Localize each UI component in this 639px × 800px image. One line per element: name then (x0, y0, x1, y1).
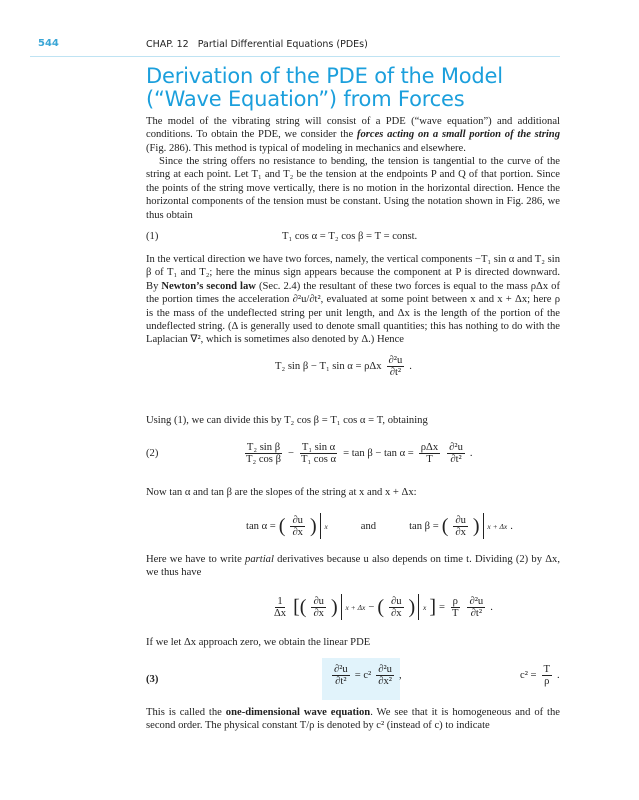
equation-3-c-squared (520, 664, 560, 687)
emphasis: one-dimensional wave equation (225, 707, 371, 718)
lhs: T₂ sin β − T₁ sin α = ρΔx (275, 361, 382, 372)
denominator: T₂ cos β (246, 454, 281, 465)
denominator: ∂x² (378, 676, 392, 687)
denominator: ∂t² (450, 454, 462, 465)
fraction (387, 355, 405, 378)
text: This is called the (146, 707, 226, 718)
numerator: T₂ sin β (246, 442, 281, 453)
lhs: tan β = (409, 520, 439, 532)
text: Here we have to write (146, 554, 246, 565)
running-head: CHAP. 12 Partial Differential Equations (PDEs) (146, 39, 368, 50)
fraction (419, 442, 440, 465)
section-title (146, 65, 566, 111)
equation-number-2: (2) (146, 448, 159, 459)
denominator: ∂t² (389, 367, 402, 378)
numerator: ∂²u (449, 442, 463, 453)
numerator: ∂²u (469, 595, 484, 607)
text: In the vertical direction we have two forces, namely, the vertical components −T₁ sin α and T₂ sin β of T₁ and T₂; here the minus sign appears because the component at P is directed downward. By (146, 254, 560, 292)
numerator: T₁ sin α (301, 442, 336, 453)
middle: = c² (354, 670, 372, 681)
numerator: ∂²u (334, 664, 348, 675)
numerator: ρ (452, 595, 458, 607)
title-line-1: Derivation of the PDE of the Model (146, 64, 503, 88)
paragraph-limit: If we let Δx approach zero, we obtain the linear PDE (146, 637, 371, 648)
paragraph-tension: Since the string offers no resistance to bending, the tension is tangential to the curve of the string at each point. Let T₁ and T₂ be the tension at the endpoints P and Q of that portion. Since the points of the string move vertically, there is no motion in the horizontal direction. Hence the horizontal components of the tension must be constant. Using the notation shown in Fig. 286, we thus obtain (146, 156, 560, 221)
lhs: tan α = (246, 520, 276, 532)
text: The model of the vibrating string will consist of a PDE (“wave equation”) and additional conditions. To obtain the PDE, we consider the (146, 116, 560, 141)
paragraph-using-1: Using (1), we can divide this by T₂ cos β = T₁ cos α = T, obtaining (146, 415, 428, 426)
evaluation-point: x + Δx (345, 602, 366, 612)
fraction (311, 596, 326, 619)
denominator: T (426, 454, 433, 465)
period: . (557, 670, 560, 681)
fraction (542, 664, 552, 687)
numerator: 1 (277, 595, 283, 607)
text: (Fig. 286). This method is typical of modeling in mechanics and elsewhere. (146, 142, 466, 154)
denominator: ρ (544, 676, 550, 687)
denominator: ∂x (292, 526, 303, 538)
fraction (453, 515, 468, 538)
emphasis: partial (245, 554, 274, 565)
and: and (360, 520, 377, 532)
denominator: Δx (274, 607, 287, 619)
numerator: ∂u (313, 595, 324, 607)
paragraph-slopes: Now tan α and tan β are the slopes of the string at x and x + Δx: (146, 487, 417, 498)
period: . (469, 448, 473, 459)
equation-number-1: (1) (146, 231, 159, 242)
denominator: ∂x (455, 526, 466, 538)
page-number: 544 (38, 38, 59, 49)
equation-2 (242, 442, 473, 465)
comma: , (398, 670, 402, 681)
text: . We see that it is homogeneous and of the second order. The physical constant T/ρ is denoted by c² (instead of c) to indicate (146, 707, 560, 732)
operator: − (287, 448, 294, 459)
numerator: ∂²u (388, 355, 403, 366)
period: . (510, 520, 513, 532)
evaluation-point: x (324, 521, 328, 531)
numerator: ∂²u (378, 664, 392, 675)
denominator: ∂x (390, 607, 402, 619)
fraction (272, 596, 288, 619)
fraction (244, 442, 283, 465)
equation-1 (282, 231, 417, 242)
title-line-2: (“Wave Equation”) from Forces (146, 87, 465, 111)
denominator: T₁ cos α (300, 454, 337, 465)
equals: = (439, 601, 445, 613)
fraction (389, 596, 404, 619)
fraction (447, 442, 465, 465)
equation-3-wave (330, 664, 402, 687)
fraction (450, 596, 460, 619)
numerator: ∂u (292, 514, 303, 526)
fraction (290, 515, 305, 538)
middle: = tan β − tan α = (343, 448, 414, 459)
numerator: ∂u (455, 514, 466, 526)
denominator: T (452, 607, 459, 619)
numerator: T (543, 664, 550, 675)
evaluation-point: x (423, 602, 427, 612)
denominator: ∂t² (470, 607, 483, 619)
equation-divided: $\frac{1}{\Delta x}$ [( $\frac{\partial u}{\partial x}$ ) x + Δx − ( $\frac{\partial u}{\partial x}$ ) x ] = $\frac{\rho}{T}$ $\frac{\text{∂²u}}{\text{∂t²}}$ . (274, 595, 493, 619)
numerator: ∂u (390, 595, 402, 607)
operator: − (368, 601, 375, 613)
equation-number: (3) (146, 674, 159, 685)
equation-newton (275, 355, 412, 378)
lhs: c² = (520, 670, 537, 681)
evaluation-point: x + Δx (487, 521, 508, 531)
header-rule (30, 56, 560, 57)
equation-number-3 (146, 674, 158, 685)
fraction (332, 664, 350, 687)
paragraph-partial (146, 553, 560, 580)
text: derivatives because u also depends on time t. Dividing (2) by Δx, we thus have (146, 554, 560, 579)
paragraph-vertical-forces (146, 253, 560, 347)
fraction (376, 664, 394, 687)
equation-body: T₁ cos α = T₂ cos β = T = const. (282, 231, 418, 242)
paragraph-wave-equation (146, 706, 560, 733)
text: (Sec. 2.4) the resultant of these two forces is equal to the mass ρΔx of the portion times the acceleration ∂²u/∂t², evaluated at some point between x and x + Δx; here ρ is the mass of the undeflected string per unit length, and Δx is the length of the portion of the undeflected string. (Δ is generally used to denote small quantities; this has nothing to do with the Laplacian ∇², which is sometimes also denoted by Δ.) Hence (146, 280, 561, 346)
emphasis: forces acting on a small portion of the string (356, 129, 560, 141)
fraction (299, 442, 338, 465)
period: . (490, 601, 493, 613)
numerator: ρΔx (420, 442, 439, 453)
denominator: ∂x (313, 607, 324, 619)
equation-tangents: tan α = ( $\frac{\partial u}{\partial x}$ ) x and tan β = ( $\frac{\partial u}{\partial x}$ ) x + Δx . (246, 514, 513, 538)
denominator: ∂t² (335, 676, 347, 687)
emphasis: Newton’s second law (161, 280, 256, 292)
paragraph-intro (146, 115, 560, 155)
fraction (467, 596, 485, 619)
period: . (409, 361, 412, 372)
